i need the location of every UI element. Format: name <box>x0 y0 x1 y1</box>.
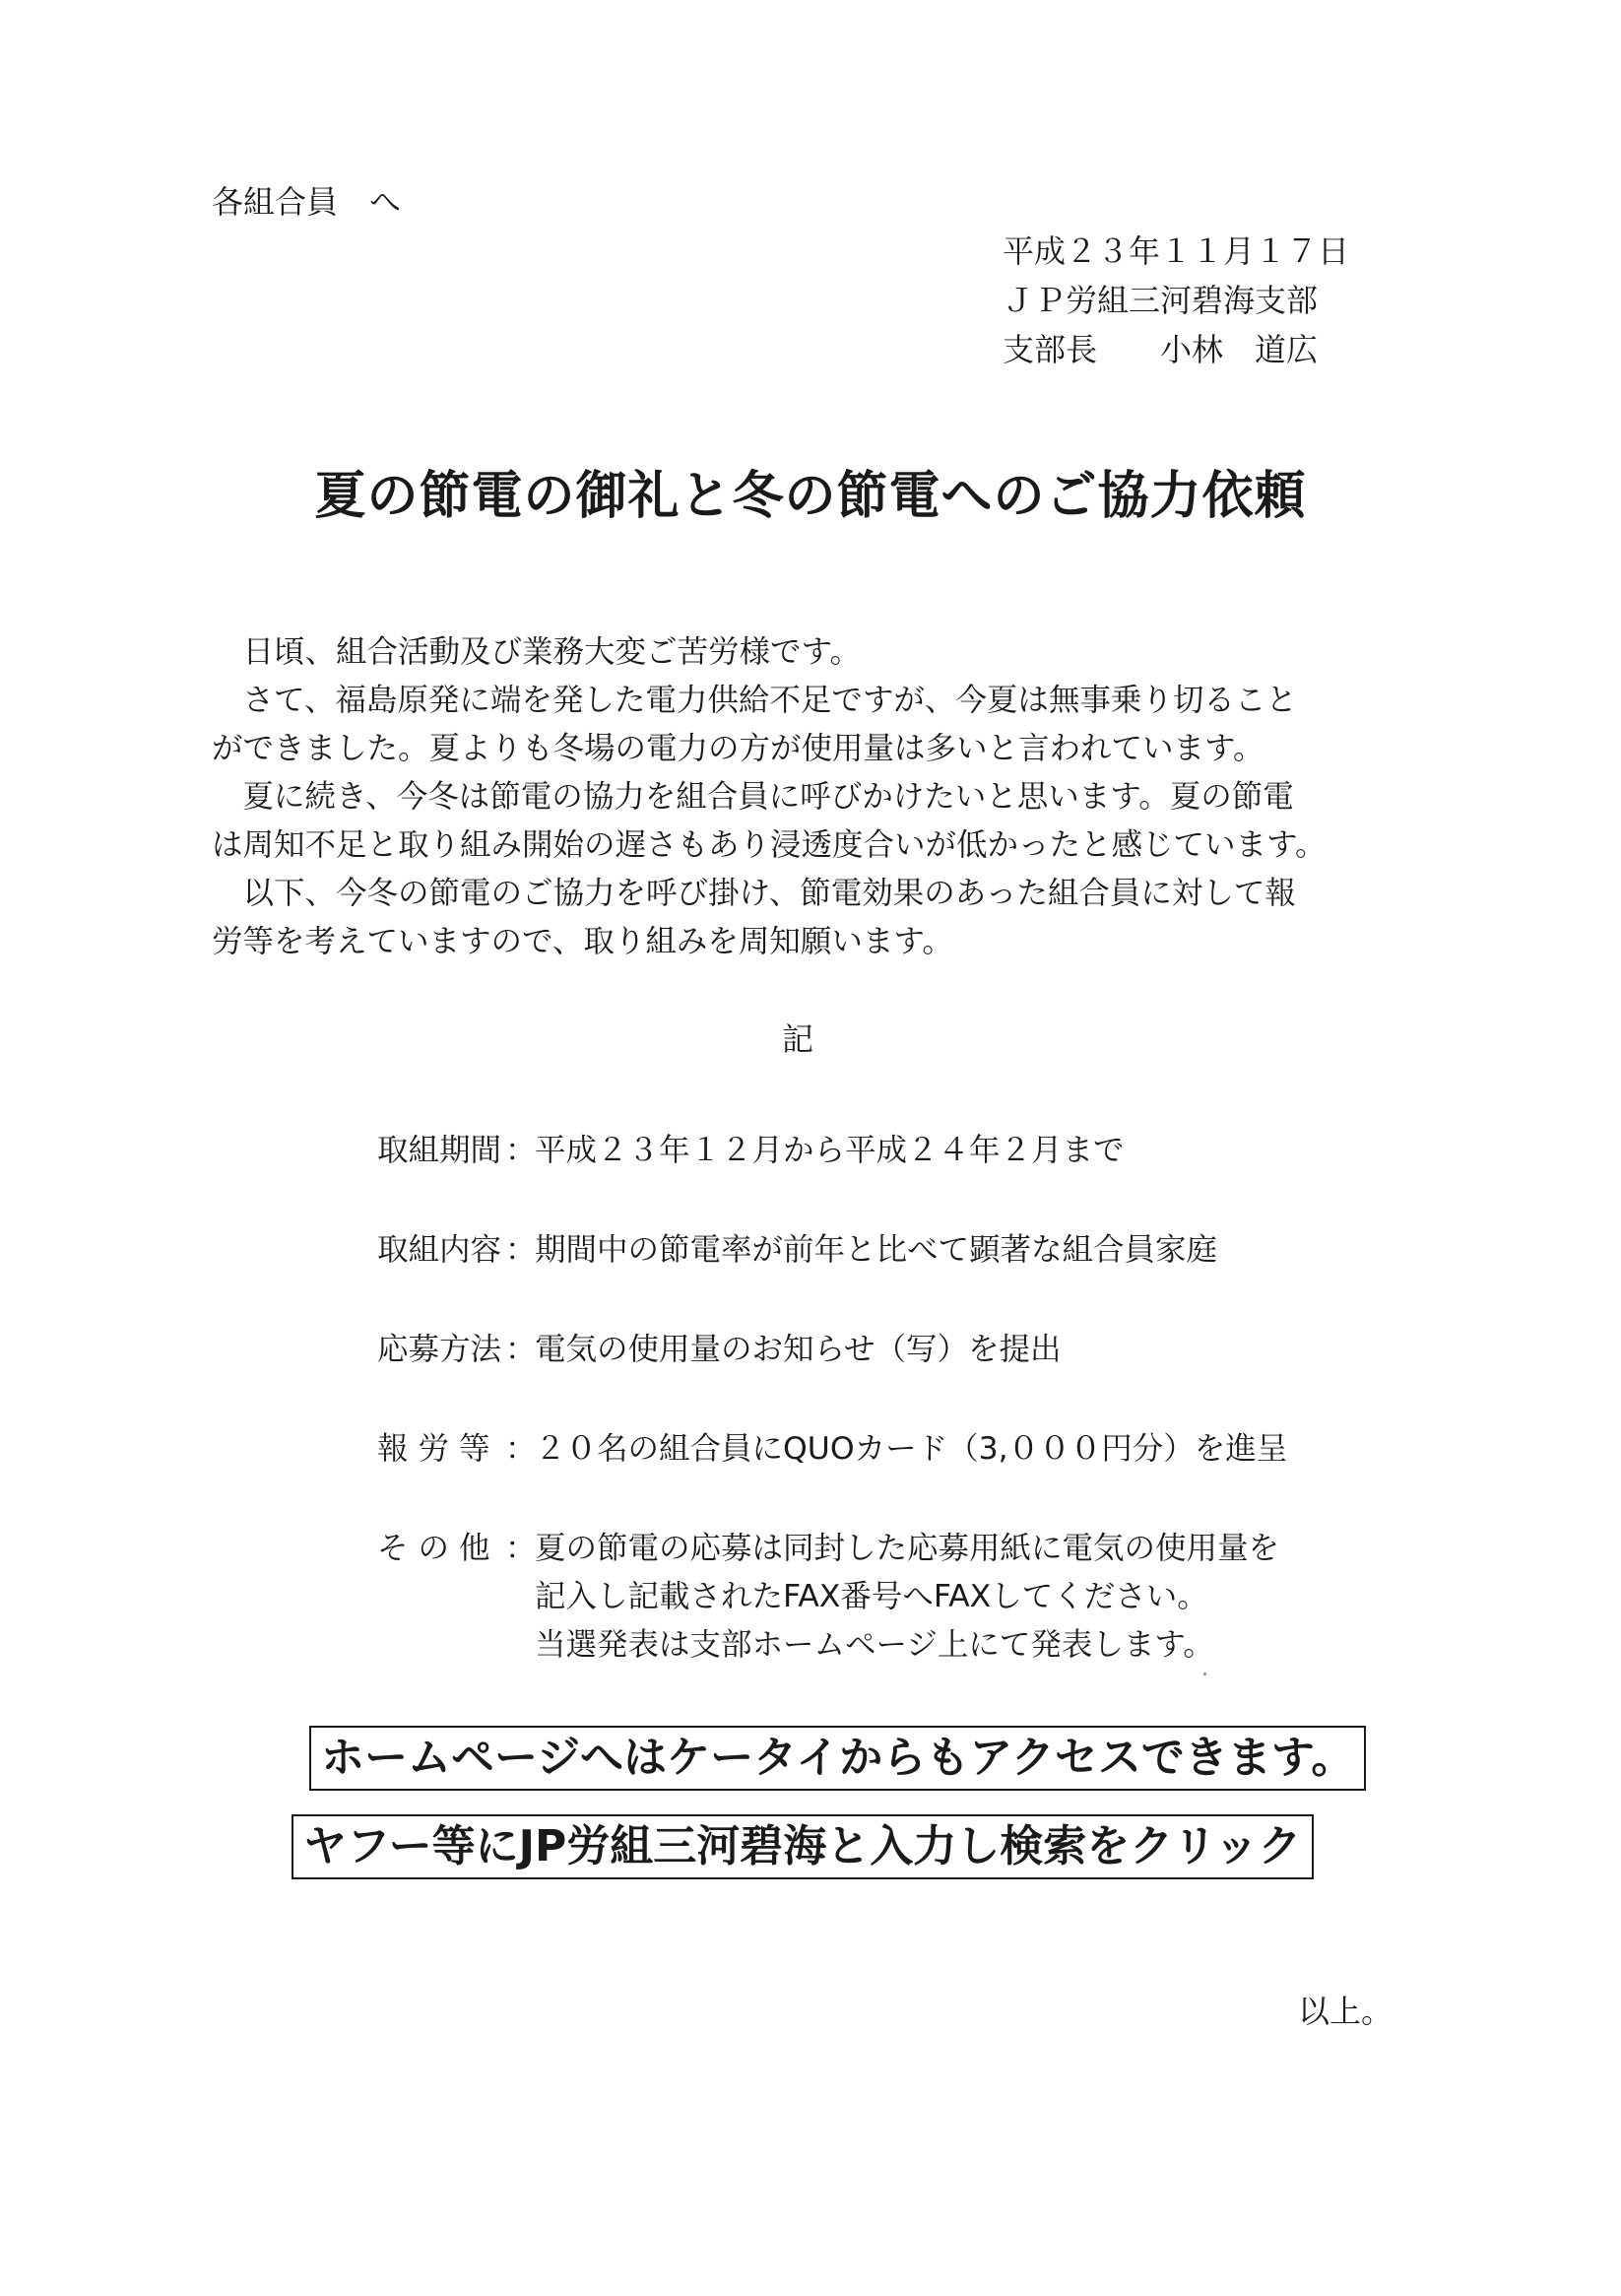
detail-label: 取組内容 <box>377 1232 502 1268</box>
body-line: 夏に続き、今冬は節電の協力を組合員に呼びかけたいと思います。夏の節電 <box>212 779 1294 815</box>
detail-label: 応募方法 <box>377 1332 502 1367</box>
body-line: 日頃、組合活動及び業務大変ご苦労様です。 <box>212 634 861 670</box>
detail-colon: ： <box>505 1531 537 1566</box>
detail-value: 電気の使用量のお知らせ（写）を提出 <box>535 1332 1062 1367</box>
scan-speck <box>1203 1673 1206 1675</box>
detail-value: 期間中の節電率が前年と比べて顕著な組合員家庭 <box>535 1232 1218 1268</box>
detail-value: 当選発表は支部ホームページ上にて発表します。 <box>535 1627 1214 1663</box>
detail-values <box>535 1230 1217 1279</box>
sender-signatory: 支部長 小林 道広 <box>1003 331 1319 368</box>
detail-colon: ： <box>505 1232 537 1268</box>
details-list <box>377 1131 1287 1673</box>
detail-label: 報 労 等 <box>377 1431 490 1467</box>
detail-values <box>535 1131 1125 1179</box>
detail-values <box>535 1330 1062 1378</box>
detail-row-method <box>377 1330 1287 1378</box>
detail-row-content <box>377 1230 1287 1279</box>
detail-row-other <box>377 1529 1287 1673</box>
homepage-notice-box: ホームページへはケータイからもアクセスできます。 <box>309 1726 1366 1791</box>
detail-row-period <box>377 1131 1287 1179</box>
body-line: は周知不足と取り組み開始の遅さもあり浸透度合いが低かったと感じています。 <box>212 827 1327 863</box>
detail-colon: ： <box>505 1431 537 1467</box>
body-line: ができました。夏よりも冬場の電力の方が使用量は多いと言われています。 <box>212 731 1264 766</box>
body-line: さて、福島原発に端を発した電力供給不足ですが、今夏は無事乗り切ること <box>212 683 1297 718</box>
detail-values <box>535 1529 1279 1673</box>
body-line: 以下、今冬の節電のご協力を呼び掛け、節電効果のあった組合員に対して報 <box>212 876 1296 911</box>
detail-value: 平成２３年１２月から平成２４年２月まで <box>535 1133 1125 1168</box>
body-line: 労等を考えていますので、取り組みを周知願います。 <box>212 924 953 959</box>
sender-organization: ＪＰ労組三河碧海支部 <box>1003 282 1319 319</box>
detail-label: そ の 他 <box>377 1531 490 1566</box>
sender-block <box>1003 231 1349 379</box>
detail-value: 記入し記載されたFAX番号へFAXしてください。 <box>535 1579 1208 1614</box>
closing-text: 以上。 <box>1298 1993 1394 2030</box>
body-text <box>212 632 1413 970</box>
detail-colon: ： <box>505 1133 537 1168</box>
detail-values <box>535 1429 1287 1477</box>
detail-value: ２０名の組合員にQUOカード（3,０００円分）を進呈 <box>535 1431 1288 1467</box>
detail-row-reward <box>377 1429 1287 1477</box>
detail-value: 夏の節電の応募は同封した応募用紙に電気の使用量を <box>535 1531 1280 1566</box>
detail-label: 取組期間 <box>377 1133 502 1168</box>
search-notice-box: ヤフー等にJP労組三河碧海と入力し検索をクリック <box>292 1814 1314 1879</box>
addressee: 各組合員 へ <box>212 183 402 221</box>
issue-date: 平成２３年１１月１７日 <box>1003 232 1350 270</box>
document-title: 夏の節電の御礼と冬の節電へのご協力依頼 <box>314 467 1307 526</box>
ki-heading: 記 <box>781 1020 813 1058</box>
detail-colon: ： <box>505 1332 537 1367</box>
